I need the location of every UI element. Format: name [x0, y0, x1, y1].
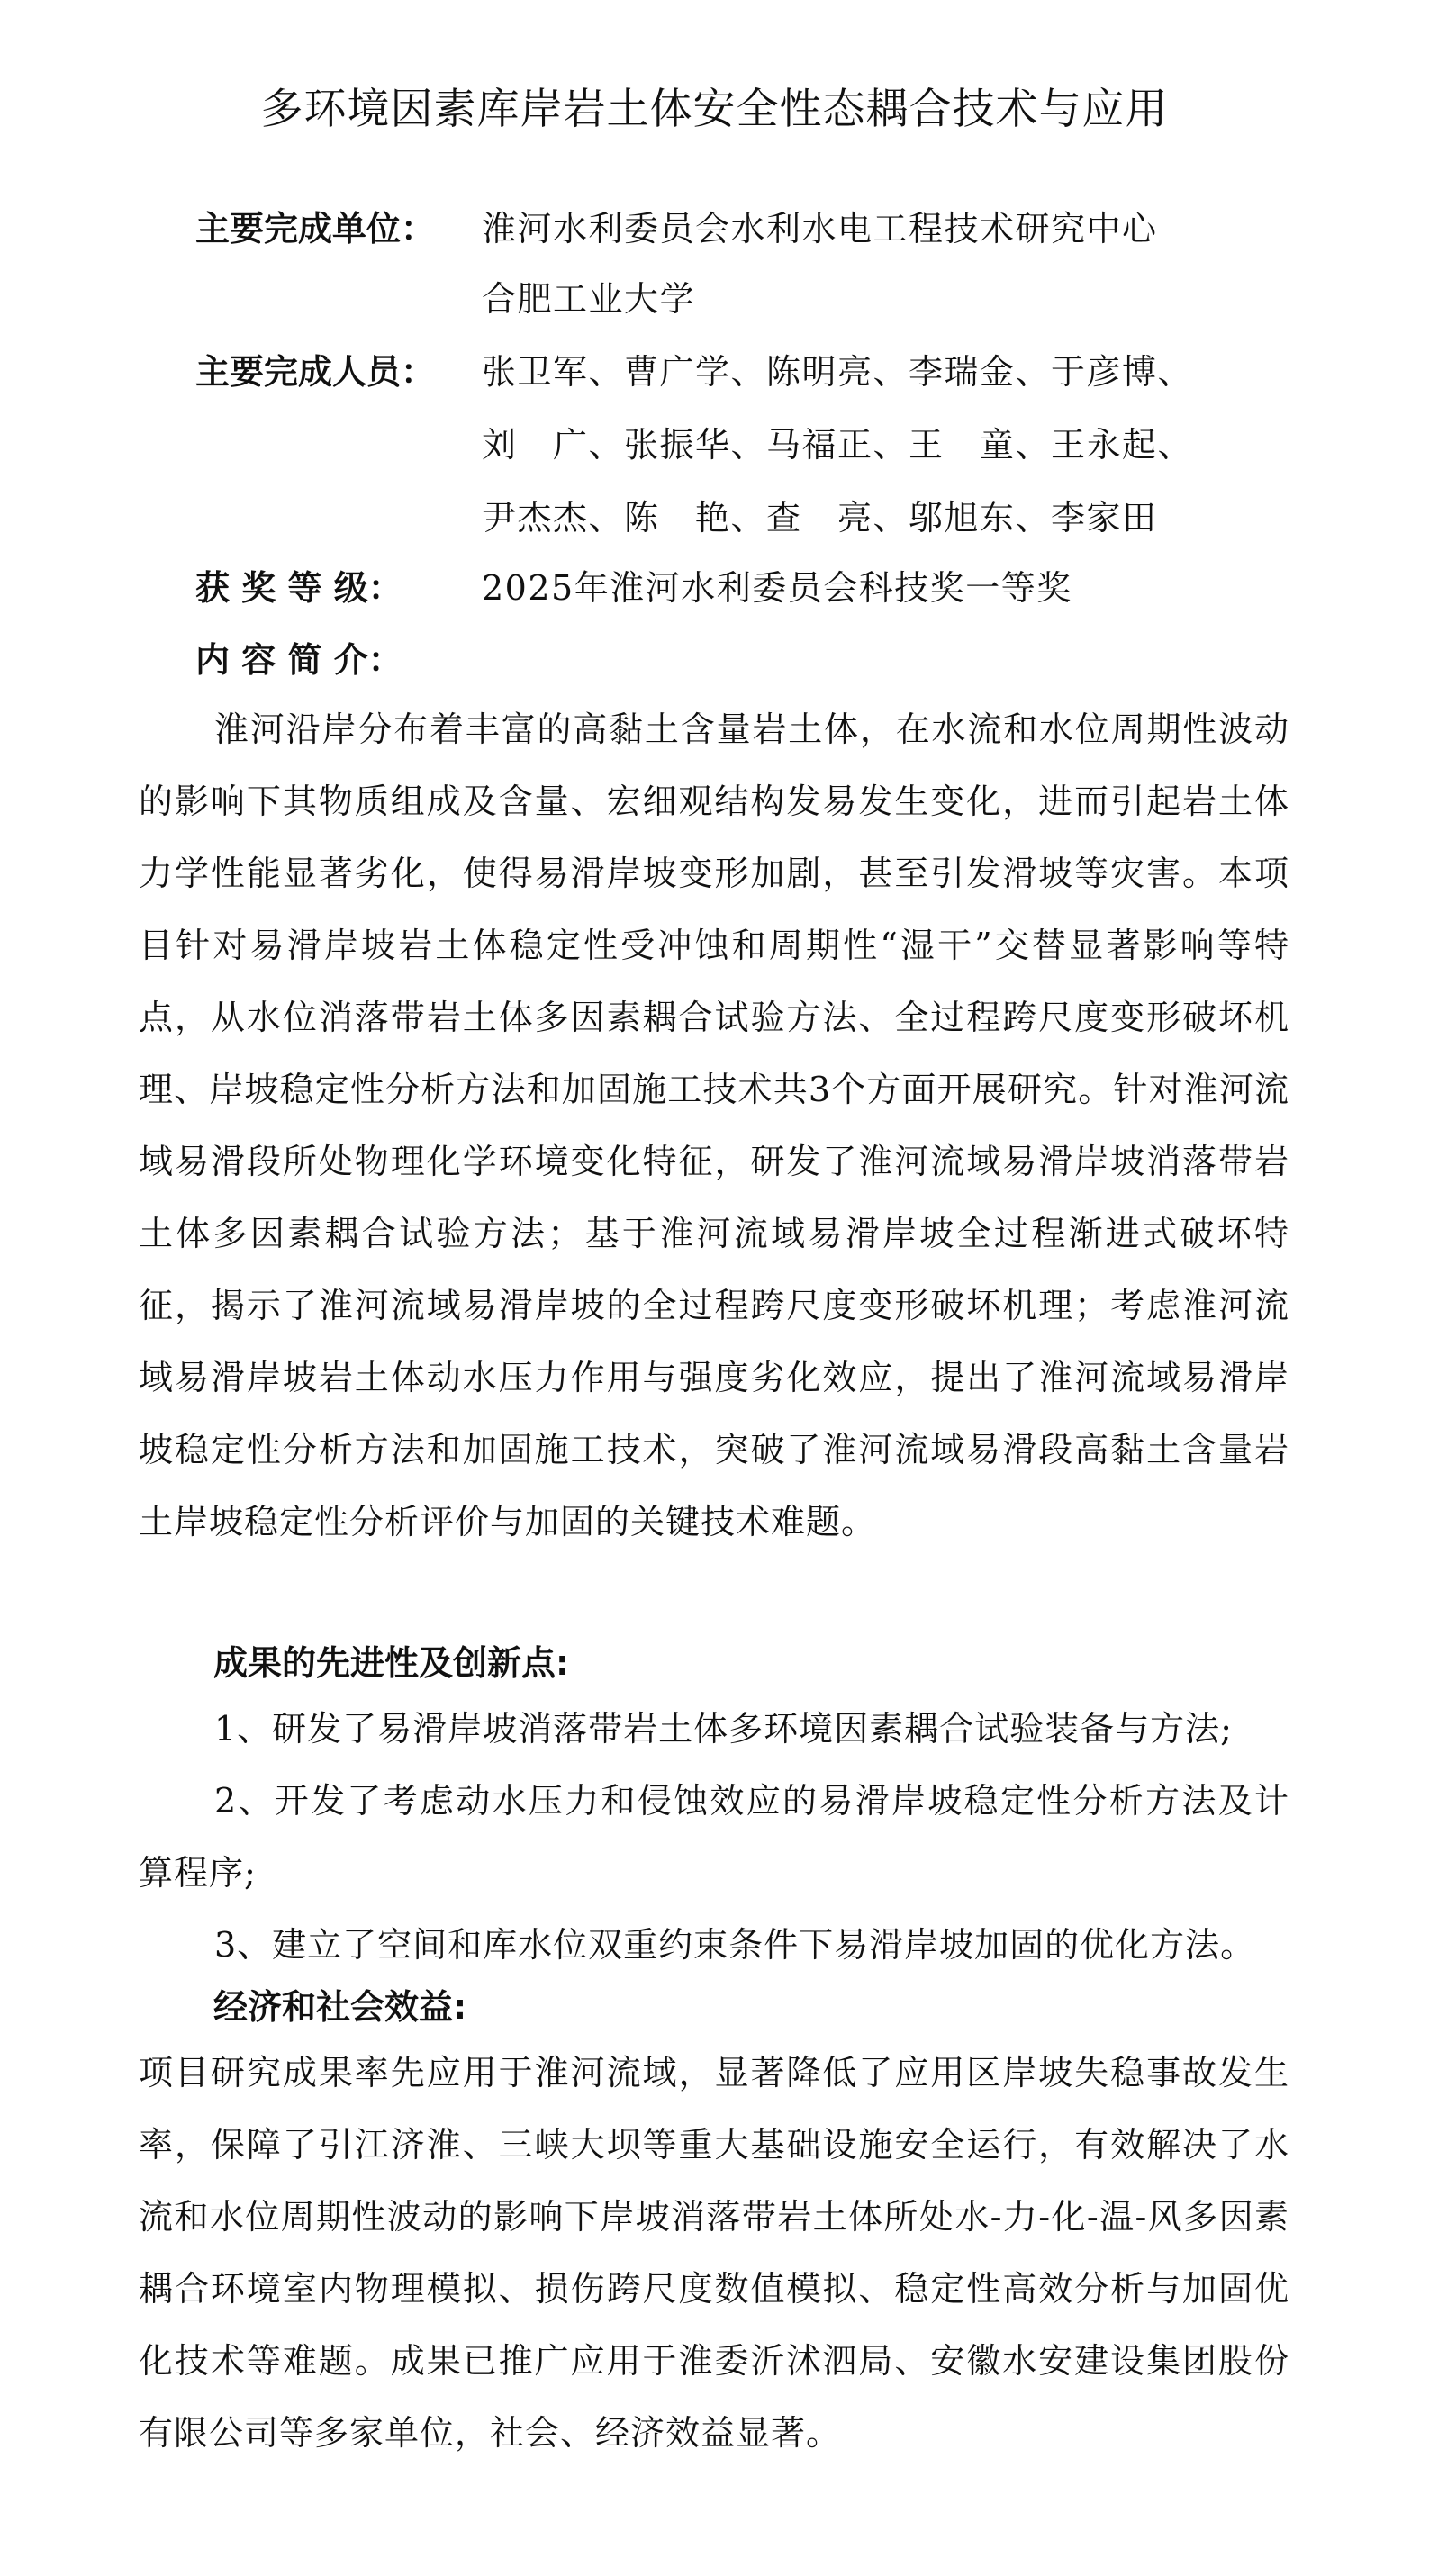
people-line: 尹杰杰、陈 艳、查 亮、邬旭东、李家田 [482, 498, 1158, 538]
summary-label: 内 容 简 介： [195, 640, 402, 680]
benefit-heading: 经济和社会效益: [213, 1987, 467, 2027]
page-title: 多环境因素库岸岩土体安全性态耦合技术与应用 [260, 85, 1169, 134]
innovation-heading: 成果的先进性及创新点: [213, 1643, 570, 1683]
people-label: 主要完成人员： [195, 352, 436, 392]
unit-item: 合肥工业大学 [482, 279, 696, 319]
innovation-item: 1、研发了易滑岸坡消落带岩土体多环境因素耦合试验装备与方法; [214, 1709, 1233, 1749]
summary-paragraph: 淮河沿岸分布着丰富的高黏土含量岩土体，在水流和水位周期性波动的影响下其物质组成及含量、宏细观结构发易发生变化，进而引起岩土体力学性能显著劣化，使得易滑岸坡变形加剧，甚至引发滑坡等灾害。本项目针对易滑岸坡岩土体稳定性受冲蚀和周期性“湿干”交替显著影响等特点，从水位消落带岩土体多因素耦合试验方法、全过程跨尺度变形破坏机理、岸坡稳定性分析方法和加固施工技术共3个方面开展研究。针对淮河流域易滑段所处物理化学环境变化特征，研发了淮河流域易滑岸坡消落带岩土体多因素耦合试验方法；基于淮河流域易滑岸坡全过程渐进式破坏特征，揭示了淮河流域易滑岸坡的全过程跨尺度变形破坏机理；考虑淮河流域易滑岸坡岩土体动水压力作用与强度劣化效应，提出了淮河流域易滑岸坡稳定性分析方法和加固施工技术，突破了淮河流域易滑段高黏土含量岩土岸坡稳定性分析评价与加固的关键技术难题。 [139, 710, 1289, 1541]
unit-item: 淮河水利委员会水利水电工程技术研究中心 [482, 209, 1158, 249]
people-line: 刘 广、张振华、马福正、王 童、王永起、 [482, 425, 1194, 465]
benefit-paragraph: 项目研究成果率先应用于淮河流域，显著降低了应用区岸坡失稳事故发生率，保障了引江济淮、三峡大坝等重大基础设施安全运行，有效解决了水流和水位周期性波动的影响下岸坡消落带岩土体所处水-力-化-温-风多因素耦合环境室内物理模拟、损伤跨尺度数值模拟、稳定性高效分析与加固优化技术等难题。成果已推广应用于淮委沂沭泗局、安徽水安建设集团股份有限公司等多家单位，社会、经济效益显著。 [139, 2053, 1289, 2453]
innovation-item: 3、建立了空间和库水位双重约束条件下易滑岸坡加固的优化方法。 [214, 1925, 1256, 1965]
award-label: 获 奖 等 级： [195, 568, 402, 608]
innovation-item: 2、开发了考虑动水压力和侵蚀效应的易滑岸坡稳定性分析方法及计算程序; [139, 1781, 1289, 1893]
award-value: 2025年淮河水利委员会科技奖一等奖 [482, 568, 1072, 608]
people-line: 张卫军、曹广学、陈明亮、李瑞金、于彦博、 [482, 352, 1194, 392]
units-label: 主要完成单位： [195, 209, 436, 249]
